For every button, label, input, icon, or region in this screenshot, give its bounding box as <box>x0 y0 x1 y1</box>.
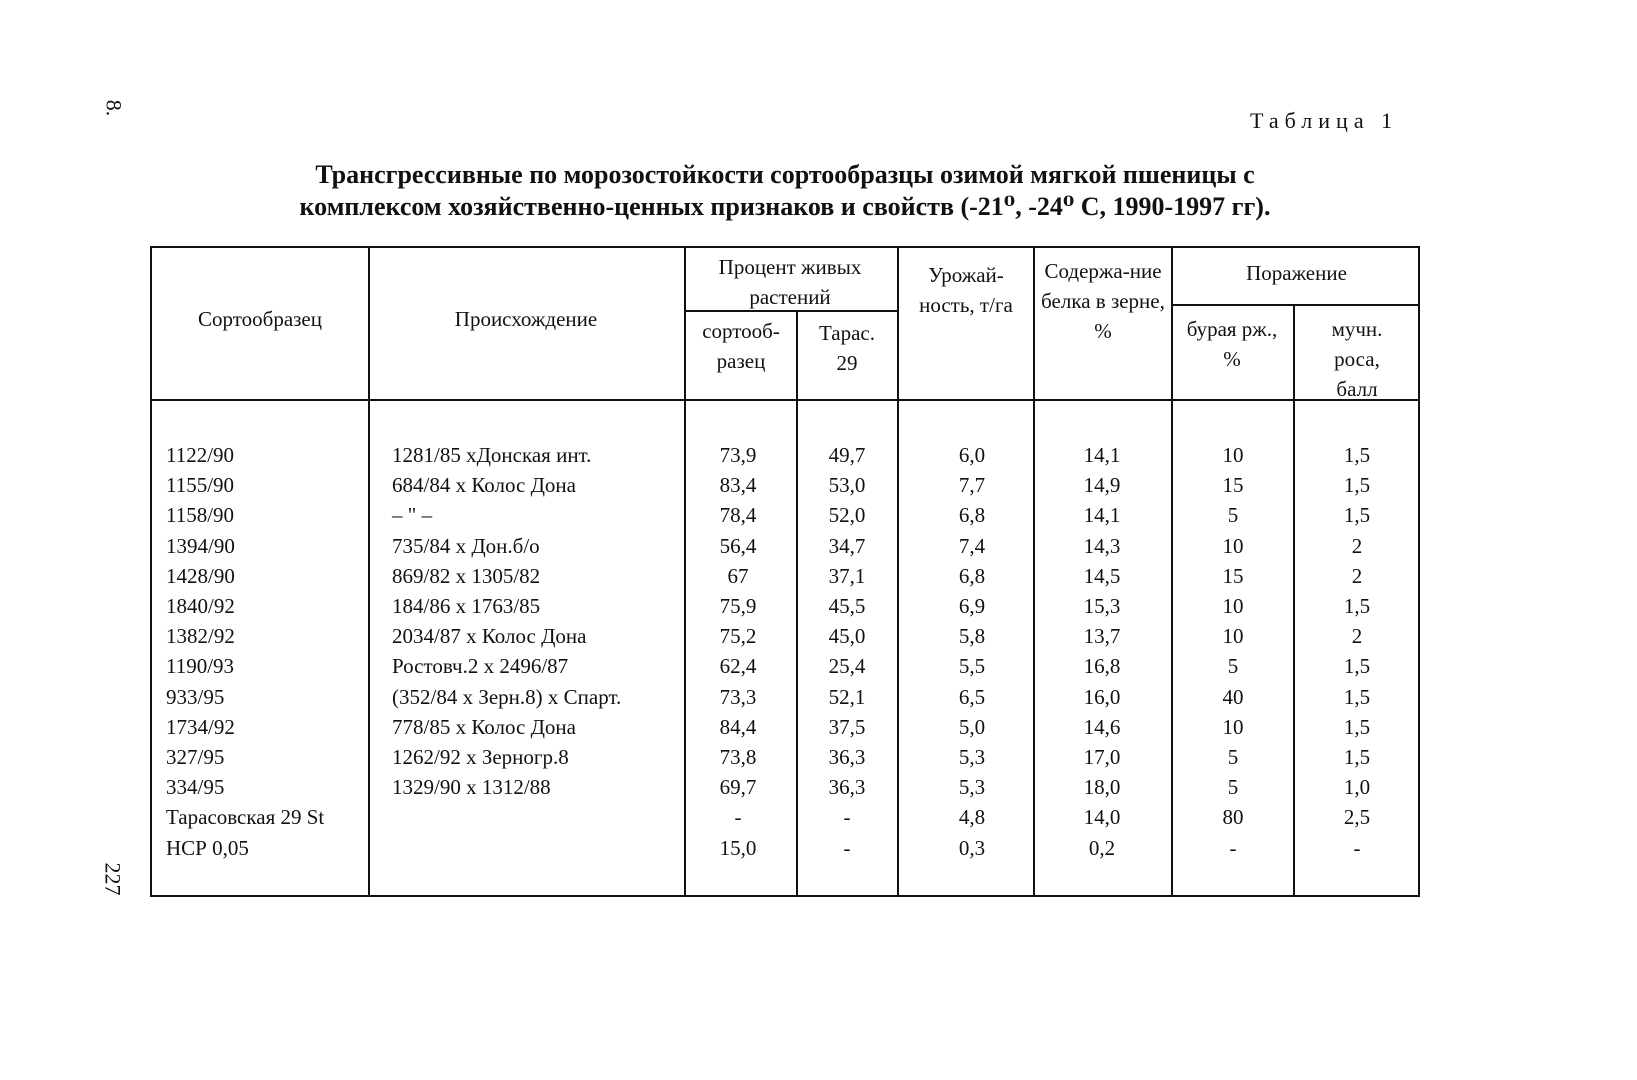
header-origin: Происхождение <box>454 307 598 331</box>
cell-origin: Ростовч.2 х 2496/87 <box>392 654 569 679</box>
cell-brown-rust: 15 <box>1222 563 1244 588</box>
cell-brown-rust: 5 <box>1227 503 1239 528</box>
cell-live-taras: 25,4 <box>828 654 866 679</box>
cell-live-variety: 75,9 <box>719 594 757 618</box>
cell-origin: 735/84 х Дон.б/о <box>392 533 540 558</box>
cell-mildew: 1,5 <box>1343 745 1371 769</box>
cell-brown-rust: 40 <box>1222 684 1244 709</box>
cell-yield: 6,5 <box>958 684 986 709</box>
divider <box>1293 304 1295 895</box>
cell-origin: 869/82 х 1305/82 <box>392 563 541 588</box>
cell-live-variety: 69,7 <box>719 775 757 800</box>
cell-mildew: 1,5 <box>1343 443 1371 467</box>
cell-mildew: 2 <box>1351 533 1363 558</box>
cell-live-variety: 83,4 <box>719 473 757 498</box>
cell-live-taras: - <box>843 835 851 860</box>
cell-live-taras: 52,0 <box>828 503 866 528</box>
page-number: 227 <box>100 862 126 896</box>
cell-origin: – " – <box>392 503 433 528</box>
header-brown-rust: бурая рж., % <box>1186 317 1278 371</box>
cell-origin: 778/85 х Колос Дона <box>392 714 576 739</box>
cell-brown-rust: 5 <box>1227 775 1239 800</box>
cell-live-variety: 75,2 <box>719 624 757 649</box>
cell-live-variety: 73,9 <box>719 443 757 467</box>
cell-mildew: - <box>1353 835 1361 860</box>
cell-yield: 7,4 <box>958 533 986 558</box>
cell-live-taras: 37,5 <box>828 714 866 739</box>
cell-variety: 1840/92 <box>166 594 235 618</box>
cell-origin: 184/86 х 1763/85 <box>392 594 541 618</box>
cell-brown-rust: 10 <box>1222 443 1244 467</box>
divider <box>1171 304 1418 306</box>
cell-yield: 5,5 <box>958 654 986 679</box>
cell-yield: 5,3 <box>958 775 986 800</box>
cell-mildew: 1,0 <box>1343 775 1371 800</box>
divider <box>1033 248 1035 895</box>
cell-protein: 18,0 <box>1083 775 1121 800</box>
cell-mildew: 1,5 <box>1343 594 1371 618</box>
cell-origin: 2034/87 х Колос Дона <box>392 624 587 649</box>
cell-live-variety: - <box>734 805 742 830</box>
cell-brown-rust: 80 <box>1222 805 1244 830</box>
cell-live-variety: 78,4 <box>719 503 757 528</box>
cell-mildew: 2 <box>1351 624 1363 649</box>
cell-origin: 1262/92 х Зерногр.8 <box>392 745 569 769</box>
cell-mildew: 1,5 <box>1343 684 1371 709</box>
cell-live-variety: 84,4 <box>719 714 757 739</box>
cell-brown-rust: 10 <box>1222 594 1244 618</box>
cell-protein: 14,0 <box>1083 805 1121 830</box>
cell-brown-rust: 5 <box>1227 745 1239 769</box>
header-variety: Сортообразец <box>198 307 322 331</box>
cell-variety: 1158/90 <box>166 503 235 528</box>
cell-mildew: 1,5 <box>1343 654 1371 679</box>
cell-live-taras: 49,7 <box>828 443 866 467</box>
cell-variety: 1394/90 <box>166 533 235 558</box>
cell-live-taras: 45,5 <box>828 594 866 618</box>
cell-origin: 1281/85 хДонская инт. <box>392 443 592 467</box>
cell-live-taras: - <box>843 805 851 830</box>
header-protein: Содержа-ние белка в зерне, % <box>1041 259 1165 343</box>
cell-live-taras: 37,1 <box>828 563 866 588</box>
cell-yield: 6,9 <box>958 594 986 618</box>
table-title-line1: Трансгрессивные по морозостойкости сортообразцы озимой мягкой пшеницы с <box>315 160 1255 189</box>
header-live-taras: Тарас. 29 <box>818 321 876 375</box>
cell-variety: 1428/90 <box>166 563 235 588</box>
cell-live-variety: 62,4 <box>719 654 757 679</box>
cell-yield: 6,8 <box>958 503 986 528</box>
cell-origin: 1329/90 х 1312/88 <box>392 775 551 800</box>
cell-yield: 5,8 <box>958 624 986 649</box>
cell-yield: 6,8 <box>958 563 986 588</box>
header-live-variety: сортооб-разец <box>702 319 780 373</box>
cell-variety: 334/95 <box>166 775 225 800</box>
cell-variety: 1155/90 <box>166 473 235 498</box>
cell-live-taras: 45,0 <box>828 624 866 649</box>
cell-variety: 1734/92 <box>166 714 235 739</box>
cell-live-variety: 73,8 <box>719 745 757 769</box>
cell-live-taras: 53,0 <box>828 473 866 498</box>
cell-variety: Тарасовская 29 St <box>166 805 325 830</box>
cell-protein: 14,1 <box>1083 443 1121 467</box>
cell-protein: 17,0 <box>1083 745 1121 769</box>
cell-protein: 15,3 <box>1083 594 1121 618</box>
cell-live-variety: 67 <box>727 563 749 588</box>
header-mildew: мучн. роса, балл <box>1331 317 1383 401</box>
cell-protein: 16,8 <box>1083 654 1121 679</box>
cell-protein: 14,6 <box>1083 714 1121 739</box>
cell-origin: (352/84 х Зерн.8) х Спарт. <box>392 684 622 709</box>
cell-mildew: 1,5 <box>1343 473 1371 498</box>
cell-protein: 14,5 <box>1083 563 1121 588</box>
cell-variety: НСР 0,05 <box>166 835 249 860</box>
cell-brown-rust: 15 <box>1222 473 1244 498</box>
cell-variety: 1190/93 <box>166 654 235 679</box>
cell-live-taras: 34,7 <box>828 533 866 558</box>
cell-protein: 0,2 <box>1088 835 1116 860</box>
cell-yield: 4,8 <box>958 805 986 830</box>
cell-live-taras: 36,3 <box>828 775 866 800</box>
cell-yield: 0,3 <box>958 835 986 860</box>
cell-brown-rust: 10 <box>1222 533 1244 558</box>
cell-protein: 14,3 <box>1083 533 1121 558</box>
cell-live-variety: 73,3 <box>719 684 757 709</box>
cell-brown-rust: 10 <box>1222 624 1244 649</box>
cell-variety: 327/95 <box>166 745 225 769</box>
cell-yield: 5,0 <box>958 714 986 739</box>
cell-protein: 13,7 <box>1083 624 1121 649</box>
divider <box>368 248 370 895</box>
table-label: Таблица 1 <box>1250 108 1399 133</box>
header-live-percent: Процент живых растений <box>718 255 862 309</box>
cell-mildew: 2,5 <box>1343 805 1371 830</box>
cell-live-variety: 15,0 <box>719 835 757 860</box>
cell-variety: 1382/92 <box>166 624 235 649</box>
cell-mildew: 1,5 <box>1343 503 1371 528</box>
cell-variety: 1122/90 <box>166 443 235 467</box>
cell-yield: 7,7 <box>958 473 986 498</box>
cell-yield: 6,0 <box>958 443 986 467</box>
data-table <box>150 246 1420 897</box>
cell-live-taras: 36,3 <box>828 745 866 769</box>
cell-origin: 684/84 х Колос Дона <box>392 473 576 498</box>
header-divider <box>152 399 1418 401</box>
header-yield: Урожай-ность, т/га <box>919 263 1013 317</box>
cell-brown-rust: - <box>1229 835 1237 860</box>
cell-protein: 14,1 <box>1083 503 1121 528</box>
cell-protein: 14,9 <box>1083 473 1121 498</box>
cell-live-variety: 56,4 <box>719 533 757 558</box>
table-title-line2: комплексом хозяйственно-ценных признаков и свойств (-21⁰, -24⁰ С, 1990-1997 гг). <box>299 192 1271 221</box>
cell-brown-rust: 10 <box>1222 714 1244 739</box>
cell-brown-rust: 5 <box>1227 654 1239 679</box>
cell-mildew: 2 <box>1351 563 1363 588</box>
cell-variety: 933/95 <box>166 684 225 709</box>
header-damage: Поражение <box>1246 261 1347 285</box>
cell-yield: 5,3 <box>958 745 986 769</box>
cell-protein: 16,0 <box>1083 684 1121 709</box>
corner-mark: 8. <box>101 99 127 117</box>
cell-mildew: 1,5 <box>1343 714 1371 739</box>
cell-live-taras: 52,1 <box>828 684 866 709</box>
